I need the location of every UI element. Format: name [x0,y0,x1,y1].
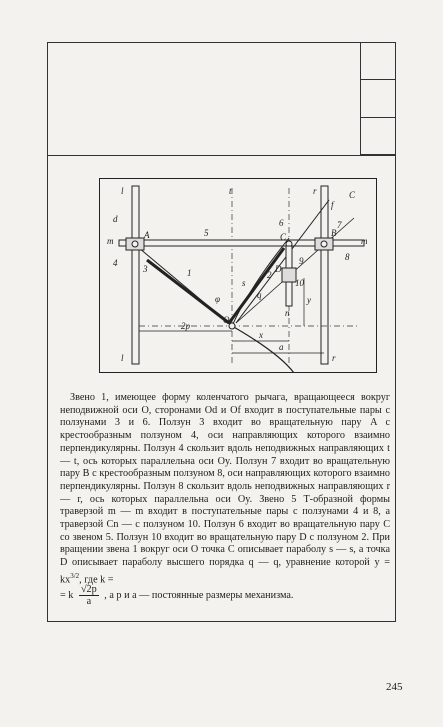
label-l-top: l [121,186,124,196]
label-7: 7 [337,220,342,230]
mechanism-figure [99,178,377,373]
label-9: 9 [299,256,304,266]
page-number: 245 [386,681,403,693]
label-m-left: m [107,236,114,246]
formula-denominator: a [86,596,92,607]
formula-fraction [79,584,99,607]
label-l-bottom: l [121,353,124,363]
label-f: f [331,200,334,210]
mechanism-diagram [99,178,377,373]
label-2p: 2p [181,321,190,331]
label-6: 6 [279,218,284,228]
caption-body: Звено 1, имеющее форму коленчатого рычага, вращающееся вокруг неподвижной оси O, сторонами Od и Of входит в поступательные пары с ползунами 3 и 6. Ползун 3 входит во вращательную пару A с крестообразным ползуном 4, оси направляющих которого взаимно перпендикулярны. Ползун 4 скользит вдоль неподвижных направляющих t — t, ось которых параллельна оси Oy. Ползун 7 входит во вращательную пару B с крестообразным ползуном 8, оси направляющих которого взаимно перпендикулярны. Ползун 8 скользит вдоль неподвижных направляющих r — r, ось которых параллельна оси Oy. Звено 5 Т-образной формы траверзой m — m входит в поступательные пары с ползунами 4 и 8, а траверзой Cn — с ползуном 10. Ползун 6 входит во вращательную пару C со звеном 5. Ползун 10 входит во вращательную пару D с ползуном 2. При вращении звена 1 вокруг оси O точка C описывает параболу s — s, а точка D описывает параболу высшего порядка q — q, уравнение которой y = kx [60,392,390,586]
corner-table [360,43,395,155]
label-y: y [307,295,311,305]
label-5: 5 [204,228,209,238]
label-3: 3 [143,264,148,274]
label-d: d [113,214,118,224]
formula-numerator: √2p [80,584,97,595]
label-x: x [259,330,263,340]
label-q: q [257,290,262,300]
label-s: s [242,278,246,288]
label-B: B [331,228,337,238]
label-C: C [280,232,287,242]
label-a: a [279,342,284,352]
formula-prefix: = k [60,589,74,601]
caption-text [60,392,390,587]
label-r-bottom: r [332,353,336,363]
formula-line [60,584,390,607]
label-D: D [275,264,282,274]
label-A: A [144,230,150,240]
label-r-top: r [313,186,317,196]
caption-exponent: 3/2 [70,571,80,580]
label-Cq: C [349,190,356,200]
formula-suffix: , а p и a — постоянные размеры механизма. [104,589,294,601]
label-phi: φ [215,294,220,304]
label-4: 4 [113,258,118,268]
label-O: O [223,315,230,325]
label-n: n [285,308,290,318]
label-10: 10 [295,278,304,288]
label-m-right: m [361,236,368,246]
figure-caption [60,392,390,587]
label-2: 2 [267,270,272,280]
caption-end: , где k = [79,574,114,586]
label-8: 8 [345,252,350,262]
label-1: 1 [187,268,192,278]
label-t: t [229,186,232,196]
frame-divider [48,155,395,156]
